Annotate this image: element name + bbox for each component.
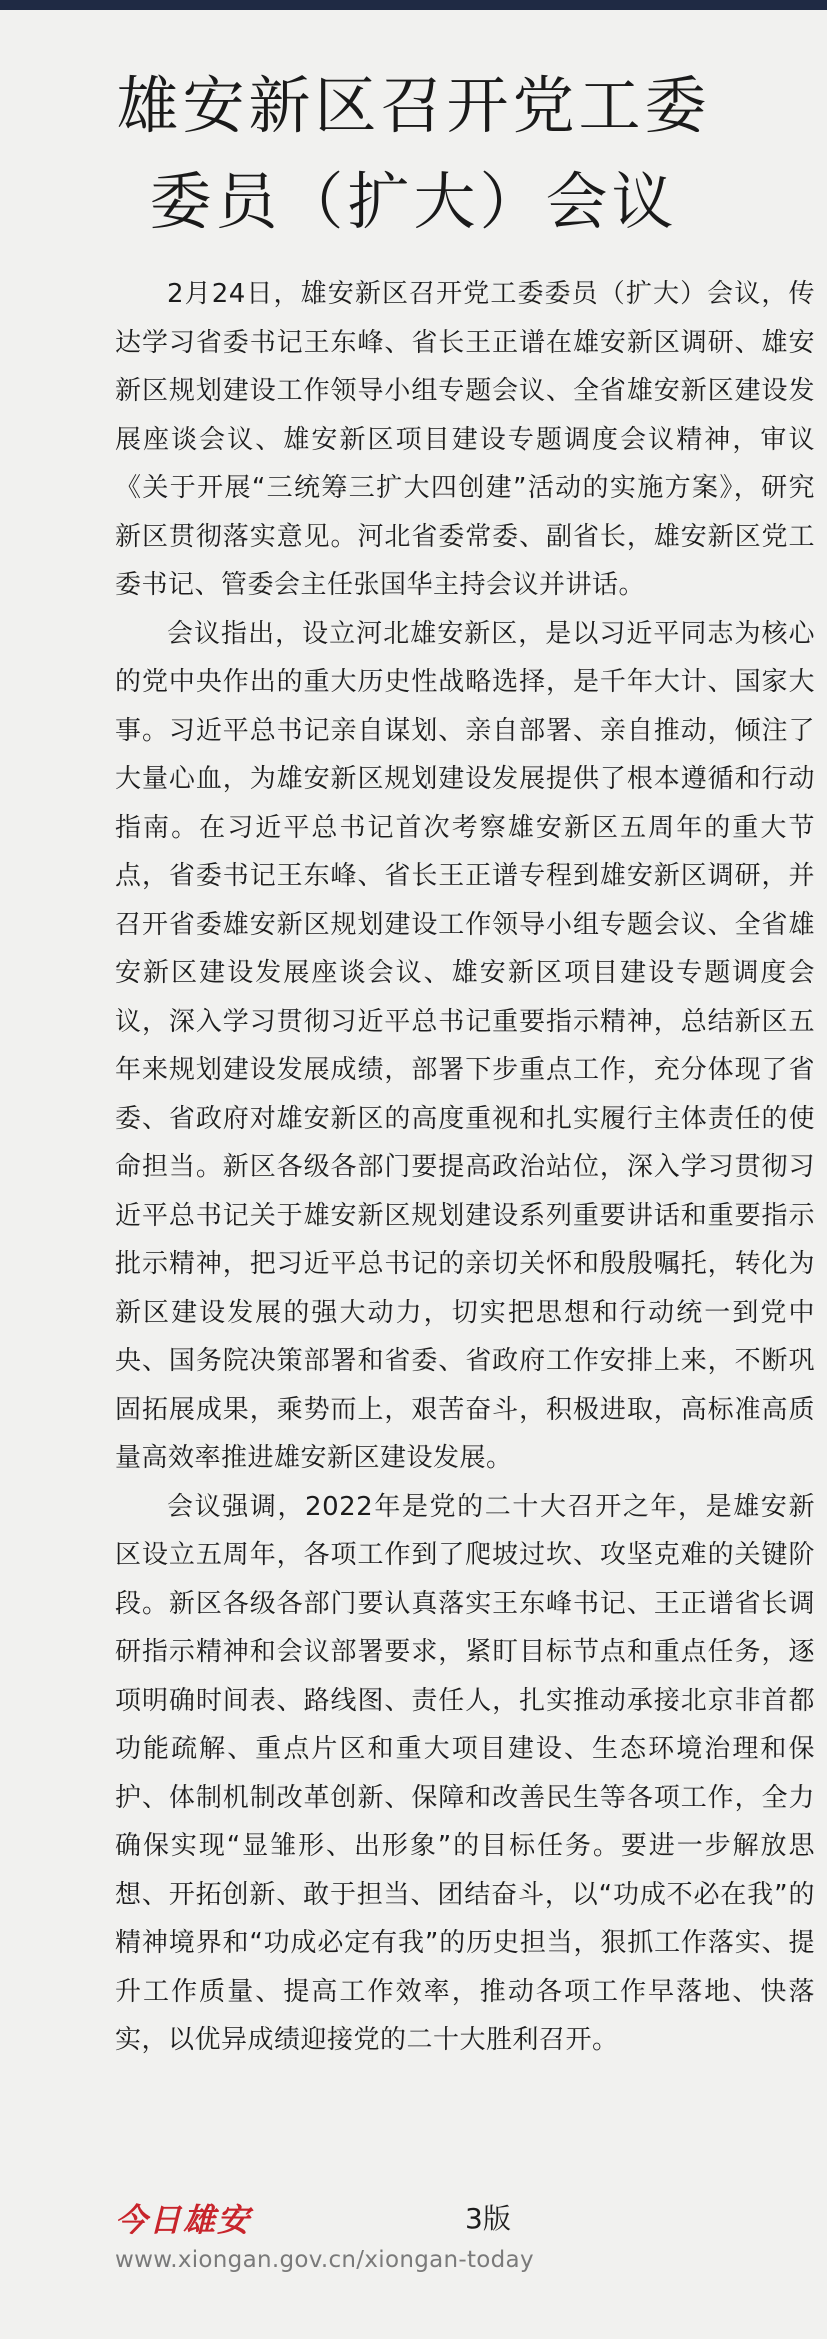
page-title-line2: 委员（扩大）会议 <box>149 165 678 238</box>
page-number: 3版 <box>465 2202 511 2235</box>
publication-logo: 今日雄安 <box>115 2201 252 2239</box>
footer <box>115 2195 715 2285</box>
top-bar <box>0 0 827 10</box>
page-title-line1: 雄安新区召开党工委 <box>116 69 711 142</box>
article-paragraph: 会议强调，2022年是党的二十大召开之年，是雄安新区设立五周年，各项工作到了爬坡过坎、攻坚克难的关键阶段。新区各级各部门要认真落实王东峰书记、王正谱省长调研指示精神和会议部署要求，紧盯目标节点和重点任务，逐项明确时间表、路线图、责任人，扎实推动承接北京非首都功能疏解、重点片区和重大项目建设、生态环境治理和保护、体制机制改革创新、保障和改善民生等各项工作，全力确保实现“显雏形、出形象”的目标任务。要进一步解放思想、开拓创新、敢于担当、团结奋斗，以“功成不必在我”的精神境界和“功成必定有我”的历史担当，狠抓工作落实、提升工作质量、提高工作效率，推动各项工作早落地、快落实，以优异成绩迎接党的二十大胜利召开。 <box>115 1491 815 2055</box>
article-paragraph: 会议指出，设立河北雄安新区，是以习近平同志为核心的党中央作出的重大历史性战略选择，是千年大计、国家大事。习近平总书记亲自谋划、亲自部署、亲自推动，倾注了大量心血，为雄安新区规划建设发展提供了根本遵循和行动指南。在习近平总书记首次考察雄安新区五周年的重大节点，省委书记王东峰、省长王正谱专程到雄安新区调研，并召开省委雄安新区规划建设工作领导小组专题会议、全省雄安新区建设发展座谈会议、雄安新区项目建设专题调度会议，深入学习贯彻习近平总书记重要指示精神，总结新区五年来规划建设发展成绩，部署下步重点工作，充分体现了省委、省政府对雄安新区的高度重视和扎实履行主体责任的使命担当。新区各级各部门要提高政治站位，深入学习贯彻习近平总书记关于雄安新区规划建设系列重要讲话和重要指示批示精神，把习近平总书记的亲切关怀和殷殷嘱托，转化为新区建设发展的强大动力，切实把思想和行动统一到党中央、国务院决策部署和省委、省政府工作安排上来，不断巩固拓展成果，乘势而上，艰苦奋斗，积极进取，高标准高质量高效率推进雄安新区建设发展。 <box>115 618 815 1473</box>
article-paragraph: 2月24日，雄安新区召开党工委委员（扩大）会议，传达学习省委书记王东峰、省长王正谱在雄安新区调研、雄安新区规划建设工作领导小组专题会议、全省雄安新区建设发展座谈会议、雄安新区项目建设专题调度会议精神，审议《关于开展“三统筹三扩大四创建”活动的实施方案》，研究新区贯彻落实意见。河北省委常委、副省长，雄安新区党工委书记、管委会主任张国华主持会议并讲话。 <box>115 279 815 600</box>
page-title <box>60 58 767 250</box>
article-body <box>115 270 815 2065</box>
source-url[interactable]: www.xiongan.gov.cn/xiongan-today <box>115 2247 534 2273</box>
